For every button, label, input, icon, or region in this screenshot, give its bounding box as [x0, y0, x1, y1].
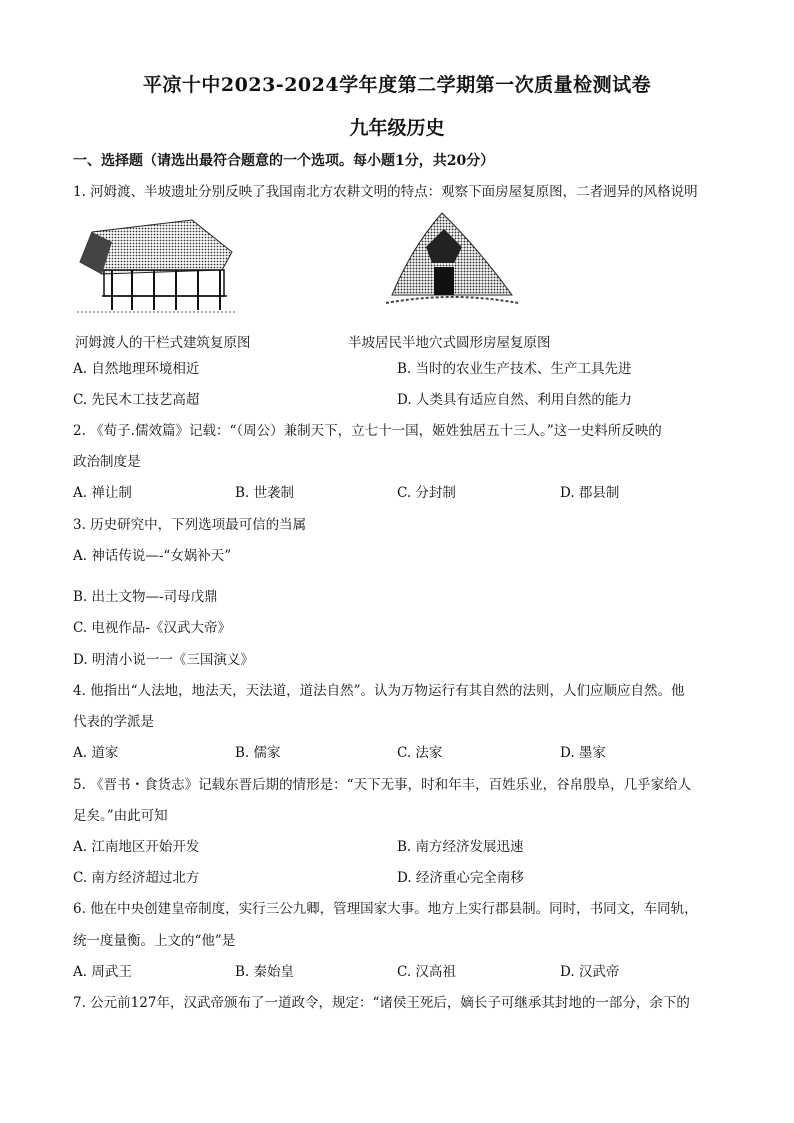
question-6-option-b: B. 秦始皇 [235, 964, 295, 980]
question-3-option-d: D. 明清小说一一《三国演义》 [73, 652, 254, 668]
question-2-stem-line-2: 政治制度是 [73, 454, 141, 470]
question-2-option-c: C. 分封制 [397, 485, 456, 501]
banpo-round-house-image [382, 207, 520, 315]
section-heading: 一、选择题（请选出最符合题意的一个选项。每小题1分，共20分） [73, 153, 495, 169]
page-title: 平凉十中2023-2024学年度第二学期第一次质量检测试卷 [142, 74, 652, 96]
question-3-option-a: A. 神话传说—-“女娲补天” [73, 548, 232, 564]
question-6-stem-line-2: 统一度量衡。上文的“他”是 [73, 933, 236, 949]
question-4-option-a: A. 道家 [73, 745, 119, 761]
question-5-option-b: B. 南方经济发展迅速 [397, 839, 524, 855]
question-5-stem-line-2: 足矣。”由此可知 [73, 808, 168, 824]
page-subtitle: 九年级历史 [349, 117, 445, 139]
question-3-stem: 3. 历史研究中，下列选项最可信的当属 [73, 517, 307, 533]
image-caption-banpo: 半坡居民半地穴式圆形房屋复原图 [348, 335, 551, 351]
question-4-stem-line-2: 代表的学派是 [73, 714, 154, 730]
question-5-option-c: C. 南方经济超过北方 [73, 870, 200, 886]
question-1-option-d: D. 人类具有适应自然、利用自然的能力 [397, 392, 632, 408]
question-2-stem-line-1: 2. 《荀子.儒效篇》记载：“（周公）兼制天下，立七十一国，姬姓独居五十三人。”这一史料所反映的 [73, 423, 662, 439]
hemudu-stilt-house-image [72, 212, 242, 317]
question-1-option-a: A. 自然地理环境相近 [73, 361, 200, 377]
question-7-stem-line-1: 7. 公元前127年，汉武帝颁布了一道政令，规定：“诸侯王死后，嫡长子可继承其封地的一部分，余下的 [73, 995, 690, 1011]
question-6-option-d: D. 汉武帝 [560, 964, 620, 980]
question-3-option-b: B. 出土文物—-司母戊鼎 [73, 589, 218, 605]
question-6-option-a: A. 周武王 [73, 964, 132, 980]
question-4-stem-line-1: 4. 他指出“人法地，地法天，天法道，道法自然”。认为万物运行有其自然的法则，人们应顺应自然。他 [73, 683, 685, 699]
question-1-stem: 1. 河姆渡、半坡遗址分别反映了我国南北方农耕文明的特点：观察下面房屋复原图，二者迥异的风格说明 [73, 184, 698, 200]
image-caption-hemudu: 河姆渡人的干栏式建筑复原图 [75, 335, 251, 351]
question-4-option-b: B. 儒家 [235, 745, 281, 761]
question-5-stem-line-1: 5. 《晋书・食货志》记载东晋后期的情形是：“天下无事，时和年丰，百姓乐业，谷帛殷阜，几乎家给人 [73, 777, 692, 793]
question-2-option-d: D. 郡县制 [560, 485, 620, 501]
question-2-option-a: A. 禅让制 [73, 485, 132, 501]
question-4-option-c: C. 法家 [397, 745, 443, 761]
question-3-option-c: C. 电视作品-《汉武大帝》 [73, 620, 231, 636]
question-5-option-d: D. 经济重心完全南移 [397, 870, 524, 886]
question-2-option-b: B. 世袭制 [235, 485, 295, 501]
question-1-option-c: C. 先民木工技艺高超 [73, 392, 200, 408]
question-1-option-b: B. 当时的农业生产技术、生产工具先进 [397, 361, 632, 377]
question-6-stem-line-1: 6. 他在中央创建皇帝制度，实行三公九卿，管理国家大事。地方上实行郡县制。同时，书同文，车同轨， [73, 901, 698, 917]
question-4-option-d: D. 墨家 [560, 745, 606, 761]
question-5-option-a: A. 江南地区开始开发 [73, 839, 200, 855]
question-6-option-c: C. 汉高祖 [397, 964, 456, 980]
